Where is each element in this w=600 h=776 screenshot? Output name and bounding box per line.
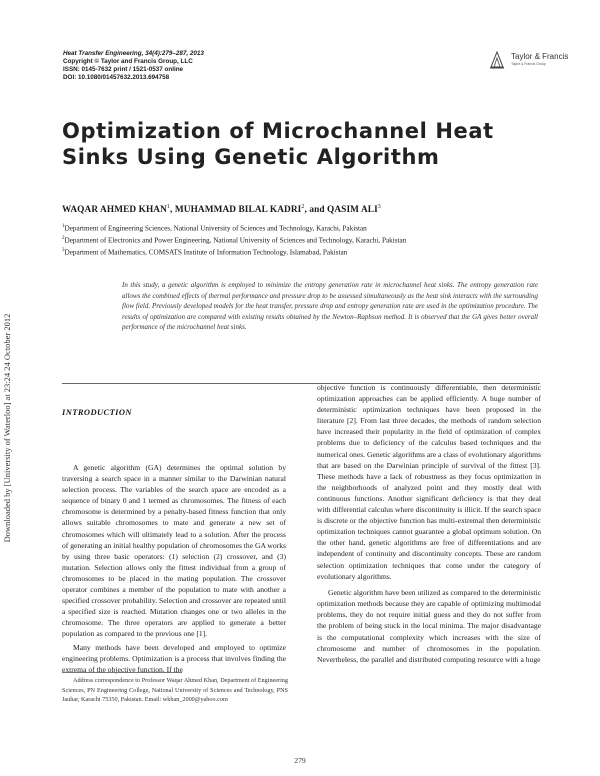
author-name: QASIM ALI [327,205,378,216]
author-name: WAQAR AHMED KHAN [62,205,167,216]
affiliation-text: Department of Engineering Sciences, National University of Sciences and Technology, Karachi, Pakistan [64,224,367,233]
article-title: Optimization of Microchannel Heat Sinks Using Genetic Algorithm [62,119,494,169]
left-column [62,462,286,675]
journal-doi[interactable]: DOI: 10.1080/01457632.2013.694758 [63,74,170,81]
page-number: 279 [294,756,306,765]
journal-info [63,50,204,82]
paragraph: A genetic algorithm (GA) determines the optimal solution by traversing a search space in a manner similar to the Darwinian natural selection process. The variables of the search space are encoded as a sequence of binary 0 and 1 termed as chromosomes. The fitness of each chromosome is determined by a penalty-based fitness function that only allows suitable chromosomes to mate and generate a new set of chromosomes which will ultimately lead to a solution. After the process of generating an initial healthy population of chromosomes the GA works by using three basic operators: (1) selection (2) crossover, and (3) mutation. Selection allows only the fittest individual from a group of chromosomes to be placed in the mating population. The crossover operator combines a member of the population to mate with another a specified crossover probability. Selection and crossover are repeated until a specified size is reached. Mutation changes one or two alleles in the chromosome. The three operators are applied to generate a better population as compared to the previous one [1]. [62,463,286,639]
author-affiliation-mark: 2 [301,204,305,210]
affiliation [62,234,406,246]
author-separator: , and [304,205,328,216]
journal-citation: Heat Transfer Engineering, 34(4):279–287, 2013 [63,50,204,57]
paragraph: Genetic algorithm have been utilized as compared to the deterministic optimization methods because they are capable of optimizing multimodal problems, they do not require initial guess and they do not suffer from the problem of being stuck in the local minima. The major disadvantage is the computational complexity which increases with the size of chromosome and number of chromosomes in the population. Nevertheless, the parallel and distributed computing resource with a huge [317,588,541,664]
affiliation-text: Department of Electronics and Power Engineering, National University of Sciences and Technology, Karachi, Pakistan [64,236,407,245]
section-heading-introduction: INTRODUCTION [62,407,132,417]
publisher-name: Taylor & Francis [511,52,569,61]
author-name: MUHAMMAD BILAL KADRI [174,205,302,216]
author-affiliation-mark: 3 [377,204,381,210]
correspondence-footnote: Address correspondence to Professor Waqar Ahmed Khan, Department of Engineering Sciences, PN Engineering College, National University of Sciences and Technology, PNS Jauhar, Karachi 75350, Pakistan. Email: wkhan_2000@yahoo.com [62,677,288,704]
affiliation-text: Department of Mathematics, COMSATS Institute of Information Technology, Islamabad, Pakistan [64,248,348,257]
right-column [317,382,541,665]
affiliation-mark: 1 [62,224,65,229]
paragraph: Many methods have been developed and employed to optimize engineering problems. Optimization is a process that involves finding the extrema of the objective function. If the [62,642,286,674]
footnote-divider [62,672,182,673]
journal-copyright: Copyright © Taylor and Francis Group, LLC [63,58,193,65]
affiliation-mark: 3 [62,247,65,253]
paragraph: objective function is continuously differentiable, then deterministic optimization approaches can be applied efficiently. A huge number of deterministic optimization techniques have been proposed in the literature [2]. From last three decades, the methods of random selection have increased their popularity in the field of optimization of complex problems due to deficiency of the calculus based techniques and the numerical ones. Genetic algorithms are a class of evolutionary algorithms that are based on the Darwinian principle of survival of the fittest [3]. These methods have a lack of robustness as they focus optimization in the neighborhoods of analyzed point and they mostly deal with continuous functions. Another significant deficiency is that they deal with differential calculus where discontinuity is illicit. If the search space is discrete or the objective function has multi-extremal then deterministic optimization techniques cannot guarantee a global optimum solution. On the other hand, genetic algorithms are free of differentiations and are independent of continuity and discontinuity concepts. These are random selection optimization techniques that come under the category of evolutionary algorithms. [317,383,541,581]
author-list [62,204,381,215]
journal-issn: ISSN: 0145-7632 print / 1521-0537 online [63,66,184,73]
affiliation-list [62,222,406,258]
publisher-tagline: Taylor & Francis Group [511,62,546,66]
affiliation [62,222,406,234]
publisher-logo [487,49,577,71]
abstract: In this study, a genetic algorithm is employed to minimize the entropy generation rate in microchannel heat sinks. The entropy generation rate allows the combined effects of thermal performance and pressure drop to be assessed simultaneously as the heat sink interacts with the surrounding flow field. Previously developed models for the heat transfer, pressure drop and entropy generation rate are used in the optimization procedure. The results of optimization are compared with existing results obtained by the Newton–Raphson method. It is observed that the GA gives better overall performance of the microchannel heat sinks. [122,281,538,331]
download-watermark-text: Downloaded by [University of Waterloo] at 23:24 24 October 2012 [2,313,12,543]
author-separator: , [170,205,175,216]
publisher-logo-icon [487,49,507,71]
download-watermark [0,248,14,608]
author-affiliation-mark: 1 [166,204,171,210]
affiliation [62,246,406,258]
affiliation-mark: 2 [62,235,65,241]
